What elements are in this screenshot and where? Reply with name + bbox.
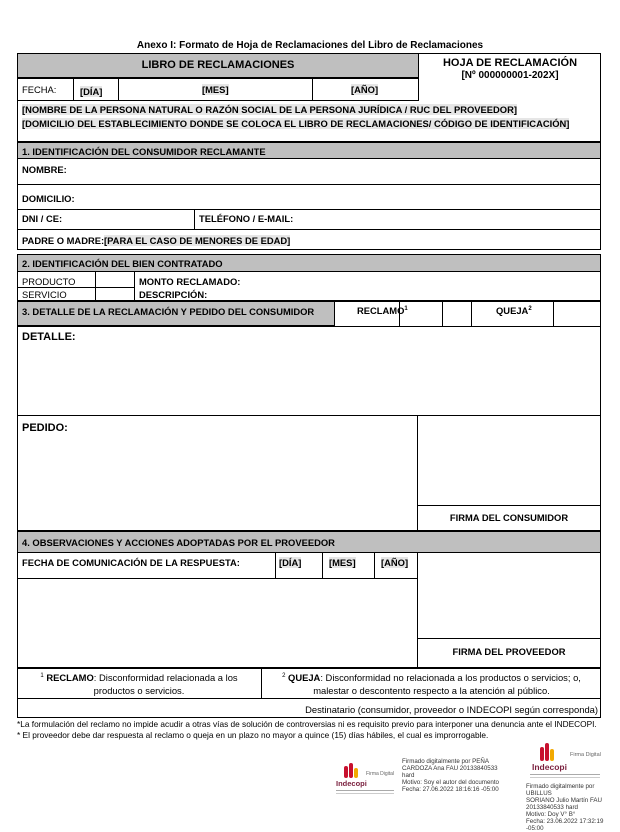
signature-2-text: Firmado digitalmente por UBILLUS SORIANO Julio Martín FAU 20133840533 hard Motivo: Doy V° B° Fecha: 23.06.2022 17:32:19 -05:00 <box>526 783 604 832</box>
name-label: NOMBRE: <box>22 164 67 175</box>
response-day: [DÍA] <box>279 557 302 568</box>
date-year: [AÑO] <box>351 84 379 95</box>
section2-title: 2. IDENTIFICACIÓN DEL BIEN CONTRATADO <box>22 258 223 269</box>
response-year: [AÑO] <box>381 557 409 568</box>
reclamo-checkbox[interactable] <box>400 302 442 325</box>
response-date-label: FECHA DE COMUNICACIÓN DE LA RESPUESTA: <box>22 557 240 568</box>
note-1: *La formulación del reclamo no impide acudir a otras vías de solución de controversias ni es requisito previo para interponer una denuncia ante el INDECOPI. <box>17 719 597 729</box>
dni-label: DNI / CE: <box>22 213 63 224</box>
footnote-queja-cont: malestar o descontento respecto a la atención al público. <box>313 685 550 696</box>
footnote-reclamo-cont: productos o servicios. <box>93 685 185 696</box>
parent-label: PADRE O MADRE: <box>22 235 105 246</box>
indecopi-brand-1: Indecopi <box>336 779 367 788</box>
address-label: DOMICILIO: <box>22 193 75 204</box>
product-checkbox[interactable] <box>96 274 133 286</box>
queja-checkbox[interactable] <box>554 302 600 325</box>
section3-title: 3. DETALLE DE LA RECLAMACIÓN Y PEDIDO DEL CONSUMIDOR <box>22 306 315 317</box>
indecopi-logo-1 <box>336 760 396 800</box>
provider-name: [NOMBRE DE LA PERSONA NATURAL O RAZÓN SOCIAL DE LA PERSONA JURÍDICA / RUC DEL PROVEEDOR] <box>22 104 517 115</box>
book-title: LIBRO DE RECLAMACIONES <box>141 59 295 71</box>
indecopi-logo-2 <box>530 742 605 784</box>
date-month: [MES] <box>202 84 229 95</box>
section3-block <box>17 301 601 531</box>
sheet-number: [Nº 000000001-202X] <box>461 70 559 81</box>
date-label: FECHA: <box>22 84 57 95</box>
document-title: Anexo I: Formato de Hoja de Reclamaciones del Libro de Reclamaciones <box>136 40 484 51</box>
reclamo-label: RECLAMO$^1$ <box>357 305 408 316</box>
firma-digital-2: Firma Digital <box>570 752 601 758</box>
description-label: DESCRIPCIÓN: <box>139 289 208 300</box>
sheet-title: HOJA DE RECLAMACIÓN <box>442 57 578 69</box>
phone-label: TELÉFONO / E-MAIL: <box>199 213 294 224</box>
signature-1-text: Firmado digitalmente por PEÑA CARDOZA Ana FAU 20133840533 hard Motivo: Soy el autor del documento Fecha: 27.06.2022 18:16:16 -05:00 <box>402 758 499 793</box>
note-2: * El proveedor debe dar respuesta al reclamo o queja en un plazo no mayor a quince (15) días hábiles, el cual es improrrogable. <box>17 730 489 740</box>
section1-title: 1. IDENTIFICACIÓN DEL CONSUMIDOR RECLAMANTE <box>22 146 266 157</box>
detail-label: DETALLE: <box>22 331 76 343</box>
response-month: [MES] <box>329 557 356 568</box>
provider-signature-label: FIRMA DEL PROVEEDOR <box>452 646 566 657</box>
footnote-queja: $^2$ QUEJA: Disconformidad no relacionada a los productos o servicios; o, <box>282 672 581 683</box>
footnote-reclamo: $^1$ RECLAMO: Disconformidad relacionada a los <box>40 672 238 683</box>
service-checkbox[interactable] <box>96 289 133 300</box>
queja-label: QUEJA$^2$ <box>496 305 532 316</box>
recipient-note: Destinatario (consumidor, proveedor o INDECOPI según corresponda) <box>305 704 598 715</box>
request-label: PEDIDO: <box>22 422 68 434</box>
parent-note: [PARA EL CASO DE MENORES DE EDAD] <box>104 235 291 246</box>
product-label: PRODUCTO <box>22 276 76 287</box>
service-label: SERVICIO <box>22 289 67 300</box>
amount-label: MONTO RECLAMADO: <box>139 276 241 287</box>
firma-digital-1: Firma Digital <box>366 771 395 777</box>
section4-title: 4. OBSERVACIONES Y ACCIONES ADOPTADAS POR EL PROVEEDOR <box>22 537 335 548</box>
indecopi-brand-2: Indecopi <box>532 762 567 772</box>
provider-address: [DOMICILIO DEL ESTABLECIMIENTO DONDE SE COLOCA EL LIBRO DE RECLAMACIONES/ CÓDIGO DE IDENTIFICACIÓN] <box>22 118 570 129</box>
consumer-signature-label: FIRMA DEL CONSUMIDOR <box>449 512 569 523</box>
date-day: [DÍA] <box>80 86 103 97</box>
